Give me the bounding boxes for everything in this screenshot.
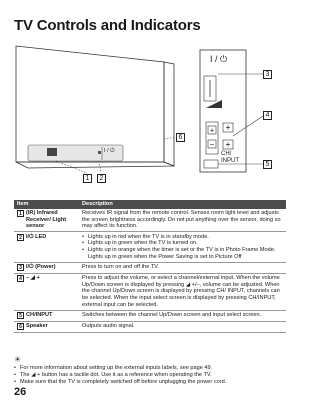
row-number: 1 [17,210,24,217]
svg-text:+: + [225,140,231,149]
callout-2: 2 [97,174,106,183]
callout-3: 3 [263,70,272,79]
led-indicator-dot [98,151,101,154]
tip-item: • Make sure that the TV is completely switched off before unplugging the power cord. [14,379,286,386]
row-description: Receives IR signal from the remote control. Senses room light level and adjusts the screen brightness accordingly. Do not put anything over the sensor, doing so may affect its function. [79,209,286,232]
row-item: I/⏻ (Power) [26,264,56,271]
row-number: 2 [17,234,24,241]
row-description: Press to adjust the volume, or select a channel/external input. When the volume Up/Down screen is displayed by pressing ◢ +/–, volume can be adjusted. When the channel Up/Down screen is displayed by pressing CH/ INPUT, channels can be selected. When the input select screen is displayed by pressing CH/INPUT, external input can be selected. [79,273,286,310]
table-row [14,262,286,273]
row-number: 4 [17,275,24,282]
table-row [14,321,286,332]
input-label-line2: INPUT [221,157,239,164]
led-power-symbol: I / ⏻ [104,148,115,154]
tv-illustration [14,44,280,196]
tv-controls-diagram [14,44,280,196]
callout-5: 5 [263,160,272,169]
table-row [14,310,286,321]
list-item: • Lights up in green when the TV is turned on. [82,240,283,247]
tips-section [14,356,286,386]
row-item: I/⏻ LED [26,233,47,240]
callout-1: 1 [83,174,92,183]
row-number: 3 [17,264,24,271]
controls-table [14,200,286,333]
svg-text:+: + [209,127,215,135]
table-row [14,232,286,262]
svg-text:–: – [210,141,214,148]
row-item: CH/INPUT [26,312,53,319]
input-label [221,151,239,164]
power-symbol-label: I / ⏻ [210,54,228,64]
table-row [14,209,286,232]
input-button [204,160,218,168]
row-description: Switches between the channel Up/Down screen and input select screen. [79,310,286,321]
tv-front-panel [16,46,174,168]
tip-item: • The ◢ + button has a tactile dot. Use it as a reference when operating the TV. [14,372,286,379]
page-number: 26 [14,386,27,398]
row-item: Speaker [26,323,48,330]
row-description [79,232,286,262]
input-label-line1: CH/ [221,151,232,157]
table-row [14,273,286,310]
row-item: (IR) Infrared Receiver/ Light sensor [26,210,67,230]
ir-sensor-window [47,148,57,156]
row-number: 6 [17,323,24,330]
svg-text:+: + [225,123,231,132]
table-header-row [14,200,286,209]
list-item: • Lights up in red when the TV is in standby mode. [82,234,283,241]
list-item: • Lights up in orange when the timer is set or the TV is in Photo Frame Mode. Lights up in green when the Power Saving is set to Picture Off [82,247,283,260]
row-item: – ◢ + [26,275,40,282]
tip-icon: ☀ [14,355,22,364]
row-description: Press to turn on and off the TV. [79,262,286,273]
header-item: Item [14,200,79,209]
tip-item: • For more information about setting up the external inputs labels, see page 49. [14,365,286,372]
callout-6: 6 [176,133,185,142]
header-description: Description [79,200,286,209]
row-description: Outputs audio signal. [79,321,286,332]
page-title: TV Controls and Indicators [14,17,201,34]
callout-4: 4 [263,111,272,120]
row-number: 5 [17,312,24,319]
